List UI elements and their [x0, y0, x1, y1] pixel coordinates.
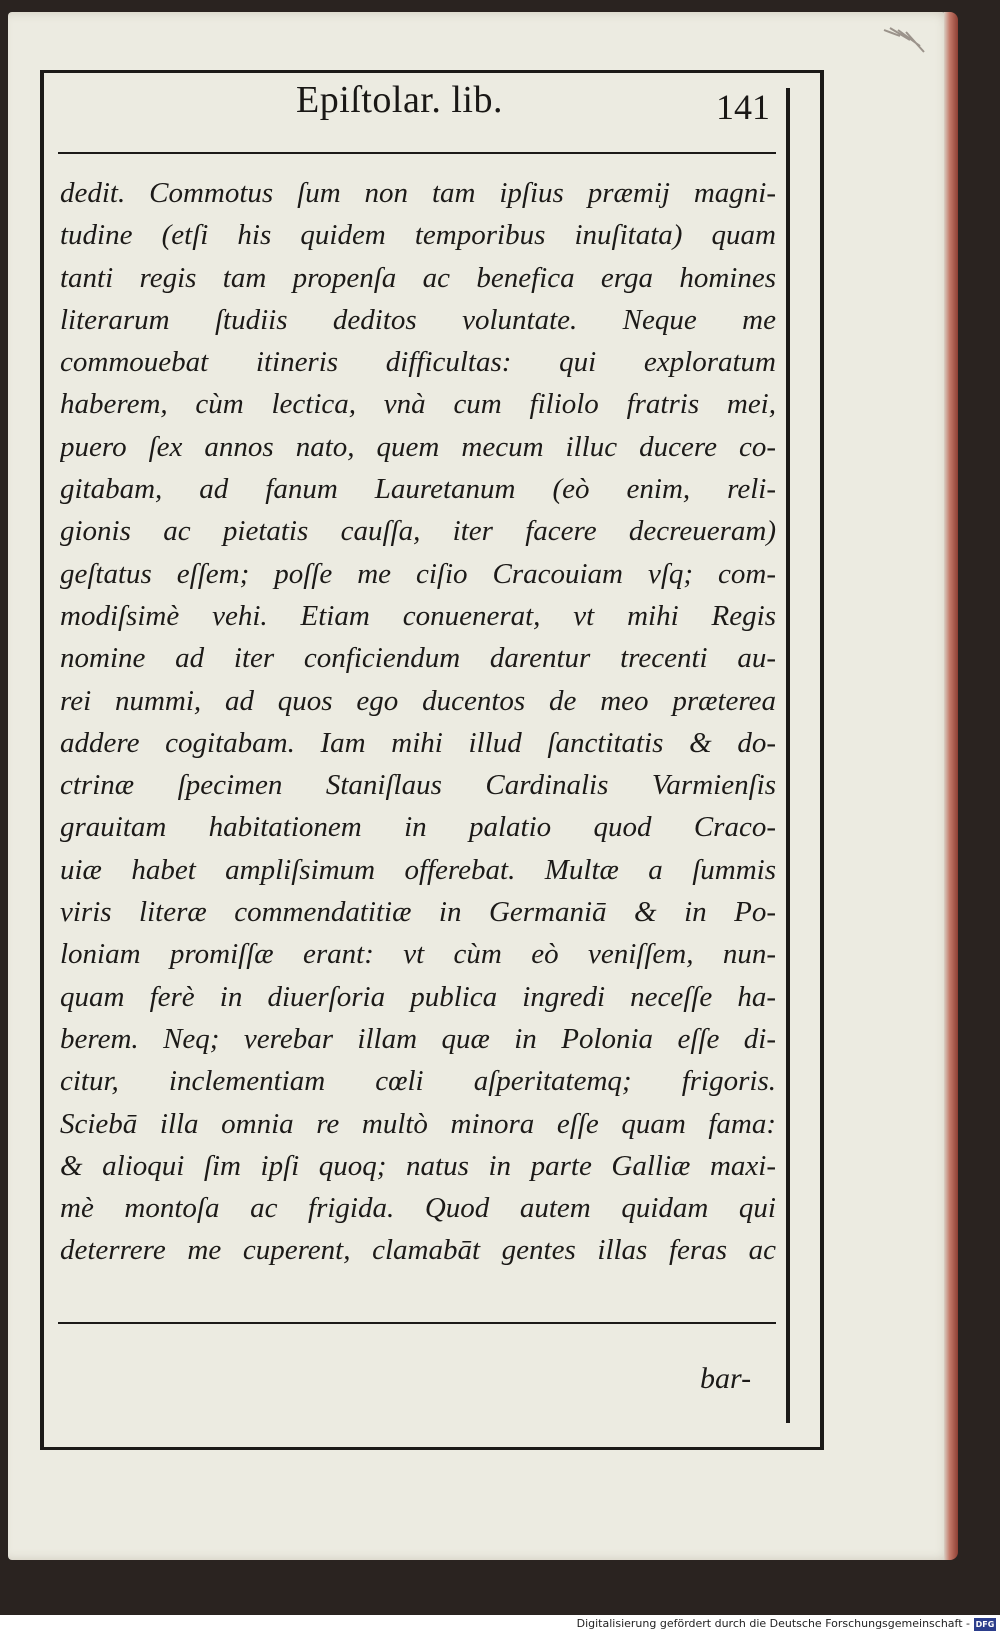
footer-credit: Digitalisierung gefördert durch die Deutsche Forschungsgemeinschaft -	[576, 1617, 970, 1630]
text-line: Sciebā illa omnia re multò minora eſſe quam fama:	[60, 1107, 776, 1140]
text-line: nomine ad iter conficiendum darentur trecenti au-	[60, 642, 776, 675]
text-line: tanti regis tam propenſa ac benefica erga homines	[60, 261, 776, 294]
text-line: & alioqui ſim ipſi quoq; natus in parte Galliæ maxi-	[60, 1149, 776, 1182]
text-line: mè montoſa ac frigida. Quod autem quidam qui	[60, 1192, 776, 1225]
text-line: puero ſex annos nato, quem mecum illuc ducere co-	[60, 430, 776, 463]
text-line: dedit. Commotus ſum non tam ipſius præmij magni-	[60, 177, 776, 209]
text-line: quam ferè in diuerſoria publica ingredi neceſſe ha-	[60, 980, 776, 1013]
digitization-footer	[0, 1615, 1000, 1637]
header-rule	[58, 152, 776, 154]
page-edge	[944, 12, 958, 1560]
text-line: modiſsimè vehi. Etiam conuenerat, vt mihi Regis	[60, 599, 776, 632]
text-line: tudine (etſi his quidem temporibus inuſitata) quam	[60, 219, 776, 252]
body-text	[60, 172, 776, 1272]
text-line: grauitam habitationem in palatio quod Craco-	[60, 811, 776, 844]
text-line: citur, inclementiam cœli aſperitatemq; frigoris.	[60, 1065, 776, 1098]
text-line: deterrere me cuperent, clamabāt gentes illas feras ac	[60, 1234, 776, 1267]
page-number: 141	[716, 87, 770, 127]
text-line: loniam promiſſæ erant: vt cùm eò veniſſem, nun-	[60, 938, 776, 971]
text-line: literarum ſtudiis deditos voluntate. Neque me	[60, 303, 776, 336]
text-line: gitabam, ad fanum Lauretanum (eò enim, reli-	[60, 473, 776, 506]
text-line: rei nummi, ad quos ego ducentos de meo præterea	[60, 684, 776, 717]
text-line: geſtatus eſſem; poſſe me ciſio Cracouiam vſq; com-	[60, 557, 776, 590]
text-line: haberem, cùm lectica, vnà cum filiolo fratris mei,	[60, 388, 776, 421]
text-line: addere cogitabam. Iam mihi illud ſanctitatis & do-	[60, 726, 776, 759]
footer-rule	[58, 1322, 776, 1324]
catchword: bar-	[700, 1362, 752, 1395]
text-line: berem. Neq; verebar illam quæ in Polonia eſſe di-	[60, 1022, 776, 1055]
frame-inner-rule	[786, 88, 790, 1423]
text-line: gionis ac pietatis cauſſa, iter facere decreueram)	[60, 515, 776, 548]
running-head	[0, 78, 820, 138]
corner-smudge-icon	[880, 26, 928, 56]
text-line: uiæ habet ampliſsimum offerebat. Multæ a ſummis	[60, 853, 776, 886]
text-line: viris literæ commendatitiæ in Germaniā & in Po-	[60, 896, 776, 929]
running-title: Epiſtolar. lib.	[296, 79, 503, 121]
dfg-logo: DFG	[975, 1620, 995, 1629]
text-line: commouebat itineris difficultas: qui exploratum	[60, 346, 776, 379]
text-line: ctrinæ ſpecimen Staniſlaus Cardinalis Varmienſis	[60, 769, 776, 802]
